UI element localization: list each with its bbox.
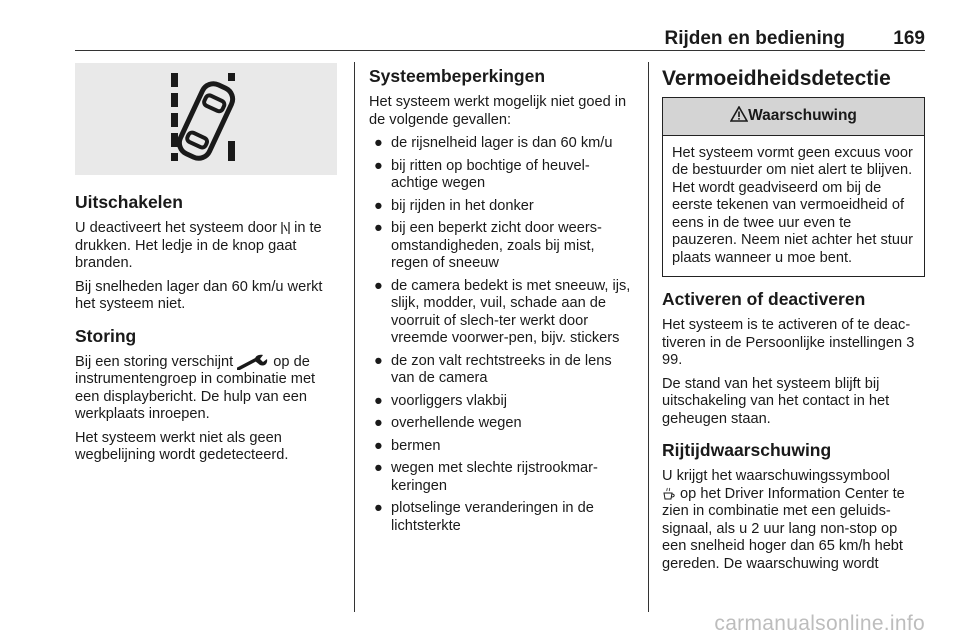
list-item: ● bij rijden in het donker xyxy=(374,197,534,214)
warning-title: Waarschuwing xyxy=(748,107,857,124)
heading-systeembeperkingen: Systeembeperkingen xyxy=(369,66,546,86)
paragraph-drive-time: U krijgt het waarschuwingssymbool op het Driver Information Center te zien in combinatie met een geluids-signaal, als u 2 uur lang non-stop op een snelheid hoger dan 65 km/h hebt gereden. De waarschuwing wordt xyxy=(662,468,905,572)
list-item: ● voorliggers vlakbij xyxy=(374,392,507,409)
list-item: ● de rijsnelheid lager is dan 60 km/u xyxy=(374,135,613,151)
paragraph-memory: De stand van het systeem blijft bij uitschakeling van het contact in het geheugen staan. xyxy=(662,375,890,427)
heading-rijtijdwaarschuwing: Rijtijdwaarschuwing xyxy=(662,440,832,460)
list-item: ● wegen met slechte rijstrookmar-keringen xyxy=(374,460,598,494)
limitations-list xyxy=(369,135,635,535)
paragraph-no-lines: Het systeem werkt niet als geen wegbelijning wordt gedetecteerd. xyxy=(75,429,289,463)
warning-text: Het systeem vormt geen excuus voor de bestuurder om niet alert te blijven. Het wordt geadviseerd om bij de eerste tekenen van vermoeidheid of eens in de twee uur even te pauzeren. Neem niet achter het stuur plaats wanneer u moe bent. xyxy=(672,144,913,266)
paragraph-limitations-intro: Het systeem werkt mogelijk niet goed in de volgende gevallen: xyxy=(369,94,627,128)
paragraph-speed-limit: Bij snelheden lager dan 60 km/u werkt het systeem niet. xyxy=(75,278,323,312)
lane-assist-button-icon xyxy=(281,221,290,235)
warning-triangle-icon xyxy=(730,106,748,122)
lane-departure-illustration xyxy=(75,63,337,175)
coffee-cup-icon xyxy=(662,487,676,501)
heading-activeren: Activeren of deactiveren xyxy=(662,289,866,309)
column-middle xyxy=(369,62,635,540)
list-item: ● bermen xyxy=(374,437,441,454)
column-divider-1 xyxy=(354,62,355,612)
list-item: ● bij ritten op bochtige of heuvel-achtige wegen xyxy=(374,157,590,191)
paragraph-activate: Het systeem is te activeren of te deac-tiveren in de Persoonlijke instellingen 3 99. xyxy=(662,317,915,368)
list-item: ● plotselinge veranderingen in de lichtsterkte xyxy=(374,500,594,534)
paragraph-fault: Bij een storing verschijnt op de instrumentengroep in combinatie met een displaybericht. De hulp van een werkplaats inroepen. xyxy=(75,353,316,422)
heading-storing: Storing xyxy=(75,325,137,346)
column-left xyxy=(75,62,343,471)
page-number: 169 xyxy=(893,28,925,49)
heading-uitschakelen: Uitschakelen xyxy=(75,192,183,212)
watermark: carmanualsonline.info xyxy=(714,612,925,635)
page-header xyxy=(75,28,925,50)
header-rule xyxy=(75,50,925,51)
warning-box xyxy=(662,97,925,277)
lane-car-icon xyxy=(75,63,337,175)
column-divider-2 xyxy=(648,62,649,612)
wrench-icon xyxy=(237,354,269,370)
list-item: ● bij een beperkt zicht door weers-omstandigheden, zoals bij mist, regen of sneeuw xyxy=(374,220,602,271)
section-title: Rijden en bediening xyxy=(664,28,845,49)
warning-header xyxy=(663,98,924,136)
column-right xyxy=(662,62,925,579)
page-reference: 3 99. xyxy=(662,334,915,368)
list-item: ● overhellende wegen xyxy=(374,415,522,431)
paragraph-deactivate: U deactiveert het systeem door in te drukken. Het ledje in de knop gaat branden. xyxy=(75,220,322,271)
heading-vermoeidheidsdetectie: Vermoeidheidsdetectie xyxy=(662,67,891,90)
list-item: ● de zon valt rechtstreeks in de lens van de camera xyxy=(374,352,612,386)
list-item: ● de camera bedekt is met sneeuw, ijs, slijk, modder, vuil, schade aan de voorruit of slech-ter werkt door vreemde voorwer-pen, bijv. stickers xyxy=(374,277,631,346)
